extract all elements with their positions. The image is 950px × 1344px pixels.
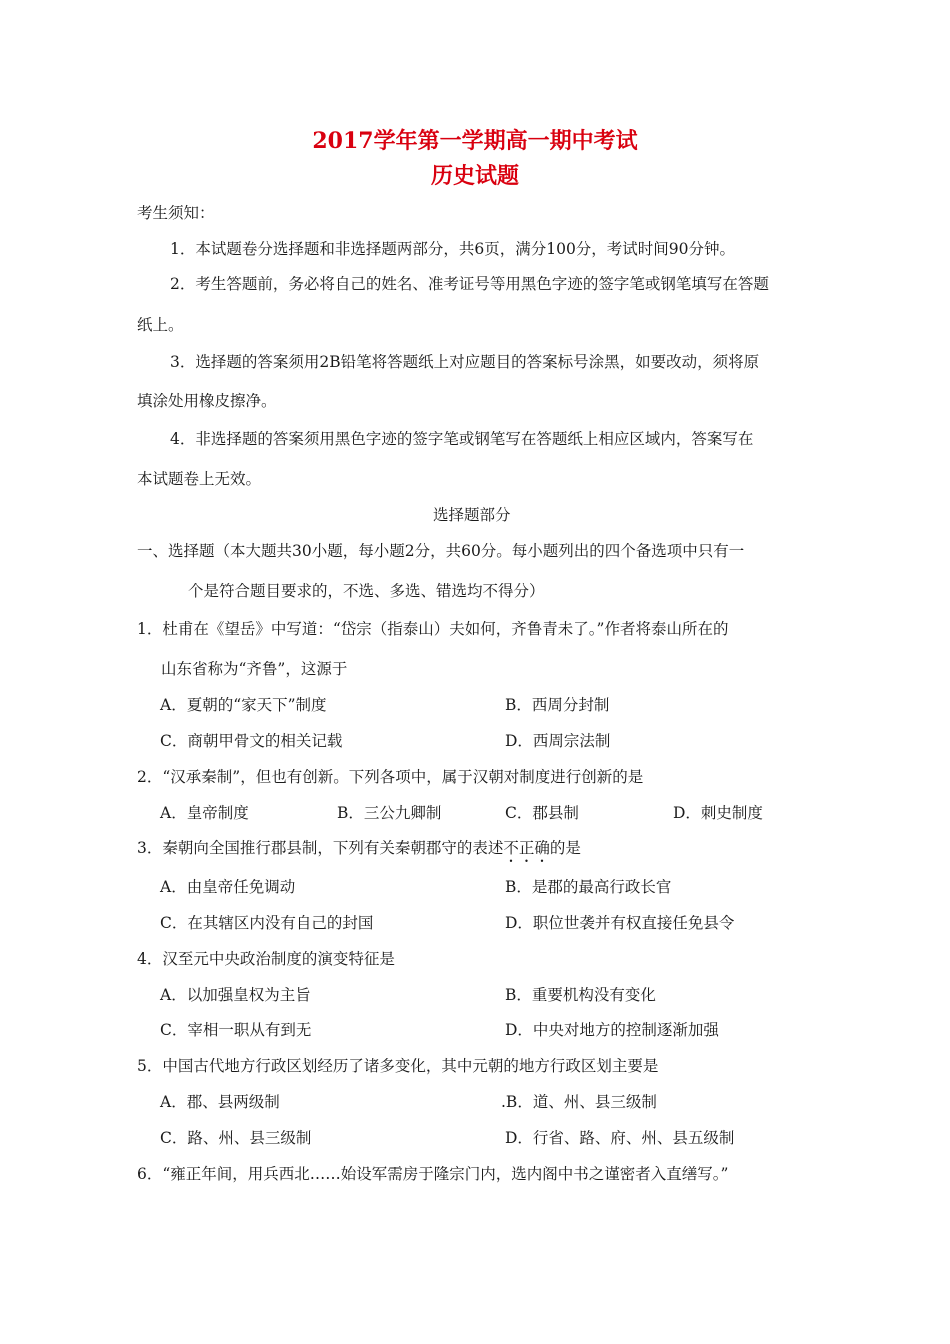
question-5-option-c: C．路、州、县三级制 <box>160 1129 312 1147</box>
section-title: 选择题部分 <box>433 506 511 524</box>
question-4-option-d: D．中央对地方的控制逐渐加强 <box>505 1021 719 1039</box>
question-3-option-c: C．在其辖区内没有自己的封国 <box>160 914 374 932</box>
question-4-option-b: B．重要机构没有变化 <box>505 986 656 1004</box>
notice-item-2: 2．考生答题前，务必将自己的姓名、准考证号等用黑色字迹的签字笔或钢笔填写在答题 <box>170 275 769 293</box>
question-3-option-a: A．由皇帝任免调动 <box>160 878 296 896</box>
question-4-option-a: A．以加强皇权为主旨 <box>160 986 311 1004</box>
question-4-stem: 4．汉至元中央政治制度的演变特征是 <box>137 950 395 968</box>
part-instructions-cont: 个是符合题目要求的，不选、多选、错选均不得分） <box>188 582 545 600</box>
question-2-option-d: D．刺史制度 <box>673 804 763 822</box>
question-1-option-a: A．夏朝的“家天下”制度 <box>160 696 327 714</box>
question-1-option-b: B．西周分封制 <box>505 696 610 714</box>
question-5-option-d: D．行省、路、府、州、县五级制 <box>505 1129 735 1147</box>
question-3-stem-post: 的是 <box>549 839 581 857</box>
question-5-option-a: A．郡、县两级制 <box>160 1093 280 1111</box>
exam-title: 2017学年第一学期高一期中考试 <box>312 128 638 154</box>
question-3-option-d: D．职位世袭并有权直接任免县令 <box>505 914 735 932</box>
question-4-option-c: C．宰相一职从有到无 <box>160 1021 312 1039</box>
notice-item-1: 1．本试题卷分选择题和非选择题两部分，共6页，满分100分，考试时间90分钟。 <box>170 240 736 258</box>
question-5-stem: 5．中国古代地方行政区划经历了诸多变化，其中元朝的地方行政区划主要是 <box>137 1057 659 1075</box>
notice-heading: 考生须知： <box>137 204 215 222</box>
question-2-stem: 2．“汉承秦制”，但也有创新。下列各项中，属于汉朝对制度进行创新的是 <box>137 768 644 786</box>
question-3-option-b: B．是郡的最高行政长官 <box>505 878 672 896</box>
notice-item-4-cont: 本试题卷上无效。 <box>137 470 262 488</box>
notice-item-3-cont: 填涂处用橡皮擦净。 <box>137 392 277 410</box>
question-3-stem-emphasis: 不正确 <box>503 839 550 857</box>
part-instructions: 一、选择题（本大题共30小题，每小题2分，共60分。每小题列出的四个备选项中只有一 <box>137 542 745 560</box>
question-2-option-c: C．郡县制 <box>505 804 579 822</box>
question-1-option-d: D．西周宗法制 <box>505 732 611 750</box>
question-3-stem-pre: 3．秦朝向全国推行郡县制，下列有关秦朝郡守的表述 <box>137 839 504 857</box>
question-6-stem: 6．“雍正年间，用兵西北……始设军需房于隆宗门内，选内阁中书之谨密者入直缮写。” <box>137 1165 729 1183</box>
notice-item-4: 4．非选择题的答案须用黑色字迹的签字笔或钢笔写在答题纸上相应区域内，答案写在 <box>170 430 754 448</box>
notice-item-2-cont: 纸上。 <box>137 316 184 334</box>
question-1-stem-cont: 山东省称为“齐鲁”，这源于 <box>161 660 348 678</box>
notice-item-3: 3．选择题的答案须用2B铅笔将答题纸上对应题目的答案标号涂黑，如要改动，须将原 <box>170 353 760 371</box>
question-1-stem: 1．杜甫在《望岳》中写道：“岱宗（指泰山）夫如何，齐鲁青未了。”作者将泰山所在的 <box>137 620 729 638</box>
question-5-option-b: .B．道、州、县三级制 <box>501 1093 657 1111</box>
question-3-stem <box>137 836 581 866</box>
question-2-option-a: A．皇帝制度 <box>160 804 249 822</box>
exam-subtitle: 历史试题 <box>430 163 519 189</box>
question-1-option-c: C．商朝甲骨文的相关记载 <box>160 732 343 750</box>
question-2-option-b: B．三公九卿制 <box>337 804 442 822</box>
